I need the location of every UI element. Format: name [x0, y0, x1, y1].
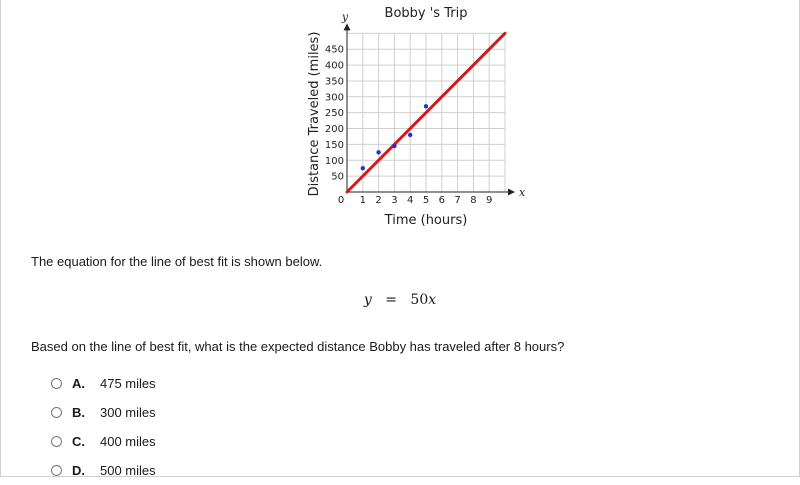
y-tick-label: 400 [324, 60, 344, 72]
choice-text: 400 miles [100, 434, 156, 449]
equation-variable: x [428, 292, 437, 308]
y-tick-label: 100 [324, 155, 344, 167]
choice-letter: B. [72, 405, 85, 420]
choice-b[interactable] [51, 398, 156, 427]
chart-title: Bobby 's Trip [384, 6, 468, 21]
x-axis-label: Time (hours) [384, 213, 468, 228]
equation-coefficient: 50 [410, 292, 429, 308]
x-tick-label: 6 [438, 195, 445, 206]
y-tick-label: 350 [324, 76, 344, 88]
data-point [361, 166, 365, 170]
choice-letter: D. [72, 463, 85, 478]
y-tick-label: 450 [324, 44, 344, 56]
answer-choices [51, 369, 156, 485]
x-tick-label: 9 [486, 195, 493, 206]
data-point [424, 104, 428, 108]
y-tick-label: 50 [331, 171, 344, 183]
x-tick-label: 7 [454, 195, 461, 206]
choice-a[interactable] [51, 369, 156, 398]
x-tick-label: 4 [407, 195, 414, 206]
radio-button[interactable] [51, 465, 62, 476]
y-axis-arrow [344, 23, 351, 30]
y-tick-label: 300 [324, 92, 344, 104]
x-tick-label: 3 [391, 195, 398, 206]
question-prompt: Based on the line of best fit, what is the expected distance Bobby has traveled after 8 hours? [31, 339, 565, 354]
best-fit-equation [0, 292, 800, 308]
equation-lhs: y [363, 292, 372, 308]
data-point [376, 150, 380, 154]
radio-button[interactable] [51, 378, 62, 389]
data-point [408, 133, 412, 137]
y-axis-label: Distance Traveled (miles) [307, 31, 322, 197]
x-axis-arrow [508, 189, 515, 196]
intro-text: The equation for the line of best fit is shown below. [31, 254, 323, 269]
x-tick-label: 8 [470, 195, 477, 206]
radio-button[interactable] [51, 436, 62, 447]
origin-label: 0 [337, 195, 345, 206]
y-tick-label: 150 [324, 139, 344, 151]
x-tick-label: 2 [375, 195, 382, 206]
x-tick-label: 5 [422, 195, 430, 206]
choice-text: 475 miles [100, 376, 156, 391]
y-tick-label: 250 [324, 108, 344, 120]
equation-equals: = [385, 292, 397, 308]
y-axis-letter: y [341, 10, 349, 24]
x-tick-label: 1 [359, 195, 366, 206]
choice-d[interactable] [51, 456, 156, 485]
scatter-chart [0, 0, 800, 235]
radio-button[interactable] [51, 407, 62, 418]
choice-text: 500 miles [100, 463, 156, 478]
choice-c[interactable] [51, 427, 156, 456]
y-tick-label: 200 [324, 124, 344, 136]
x-axis-letter: x [519, 186, 526, 199]
choice-letter: C. [72, 434, 85, 449]
choice-text: 300 miles [100, 405, 156, 420]
choice-letter: A. [72, 376, 85, 391]
data-point [392, 144, 396, 148]
